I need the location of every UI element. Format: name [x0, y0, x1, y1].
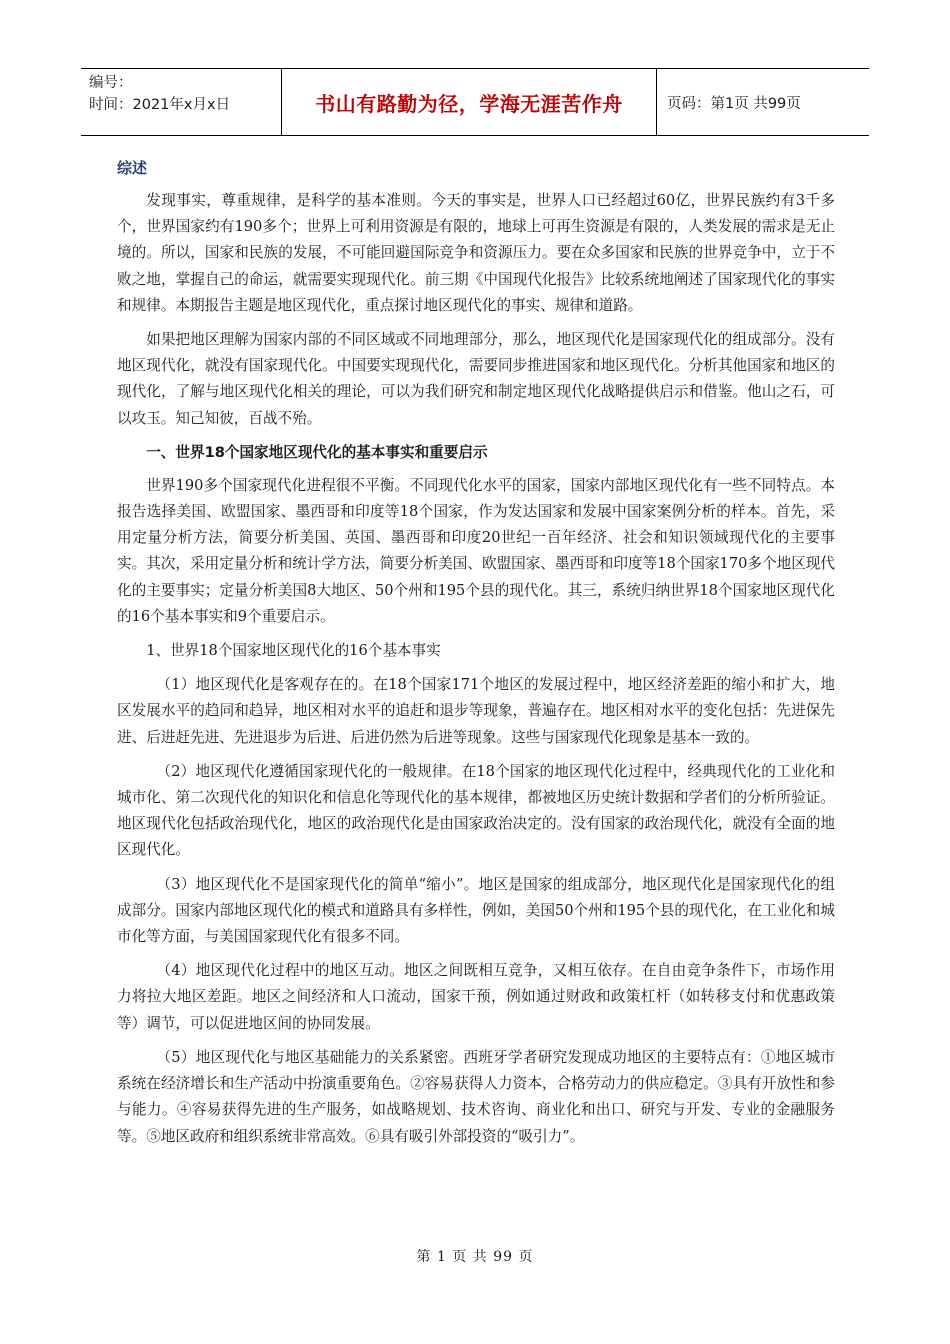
fact-item: （2）地区现代化遵循国家现代化的一般规律。在18个国家的地区现代化过程中，经典现代化的工业化和城市化、第二次现代化的知识化和信息化等现代化的基本规律，都被地区历史统计数据和学者们的分析所验证。地区现代化包括政治现代化，地区的政治现代化是由国家政治决定的。没有国家的政治现代化，就没有全面的地区现代化。	[117, 762, 835, 859]
document-number: 编号：	[89, 75, 133, 91]
body-paragraph: 世界190多个国家现代化进程很不平衡。不同现代化水平的国家，国家内部地区现代化有一些不同特点。本报告选择美国、欧盟国家、墨西哥和印度等18个国家，作为发达国家和发展中国家案例分析的样本。首先，采用定量分析方法，简要分析美国、英国、墨西哥和印度20世纪一百年经济、社会和知识领域现代化的主要事实。其次，采用定量分析和统计学方法，简要分析美国、欧盟国家、墨西哥和印度等18个国家170多个地区现代化的主要事实；定量分析美国8大地区、50个州和195个县的现代化。其三，系统归纳世界18个国家地区现代化的16个基本事实和9个重要启示。	[117, 476, 835, 625]
fact-item: （5）地区现代化与地区基础能力的关系紧密。西班牙学者研究发现成功地区的主要特点有：①地区城市系统在经济增长和生产活动中扮演重要角色。②容易获得人力资本，合格劳动力的供应稳定。③具有开放性和参与能力。④容易获得先进的生产服务，如战略规划、技术咨询、商业化和出口、研究与开发、专业的金融服务等。⑤地区政府和组织系统非常高效。⑥具有吸引外部投资的“吸引力”。	[117, 1048, 835, 1145]
document-body	[117, 157, 835, 1158]
fact-item: （1）地区现代化是客观存在的。在18个国家171个地区的发展过程中，地区经济差距的缩小和扩大，地区发展水平的趋同和趋异，地区相对水平的追赶和退步等现象，普遍存在。地区相对水平的变化包括：先进保先进、后进赶先进、先进退步为后进、后进仍然为后进等现象。这些与国家现代化现象是基本一致的。	[117, 676, 835, 746]
fact-item: （4）地区现代化过程中的地区互动。地区之间既相互竞争，又相互依存。在自由竞争条件下，市场作用力将拉大地区差距。地区之间经济和人口流动，国家干预，例如通过财政和政策杠杆（如转移支付和优惠政策等）调节，可以促进地区间的协同发展。	[117, 962, 835, 1032]
header-page-number: 页码：第1页 共99页	[656, 69, 869, 135]
page-header	[81, 68, 869, 136]
section-title: 综述	[117, 159, 148, 177]
header-info-cell	[81, 69, 281, 135]
subsection-heading: 1、世界18个国家地区现代化的16个基本事实	[146, 642, 441, 660]
header-motto: 书山有路勤为径，学海无涯苦作舟	[281, 69, 656, 135]
body-paragraph: 如果把地区理解为国家内部的不同区域或不同地理部分，那么，地区现代化是国家现代化的组成部分。没有地区现代化，就没有国家现代化。中国要实现现代化，需要同步推进国家和地区现代化。分析其他国家和地区的现代化，了解与地区现代化相关的理论，可以为我们研究和制定地区现代化战略提供启示和借鉴。他山之石，可以攻玉。知己知彼，百战不殆。	[117, 331, 835, 427]
page-footer: 第 1 页 共 99 页	[416, 1249, 534, 1265]
body-paragraph: 发现事实，尊重规律，是科学的基本准则。今天的事实是，世界人口已经超过60亿，世界民族约有3千多个，世界国家约有190多个；世界上可利用资源是有限的，地球上可再生资源是有限的，人类发展的需求是无止境的。所以，国家和民族的发展，不可能回避国际竞争和资源压力。要在众多国家和民族的世界竞争中，立于不败之地，掌握自己的命运，就需要实现现代化。前三期《中国现代化报告》比较系统地阐述了国家现代化的事实和规律。本期报告主题是地区现代化，重点探讨地区现代化的事实、规律和道路。	[117, 192, 835, 314]
fact-item: （3）地区现代化不是国家现代化的简单“缩小”。地区是国家的组成部分，地区现代化是国家现代化的组成部分。国家内部地区现代化的模式和道路具有多样性，例如，美国50个州和195个县的现代化，在工业化和城市化等方面，与美国国家现代化有很多不同。	[117, 875, 835, 946]
section-heading: 一、世界18个国家地区现代化的基本事实和重要启示	[146, 443, 488, 461]
document-date: 时间：2021年x月x日	[89, 97, 231, 113]
